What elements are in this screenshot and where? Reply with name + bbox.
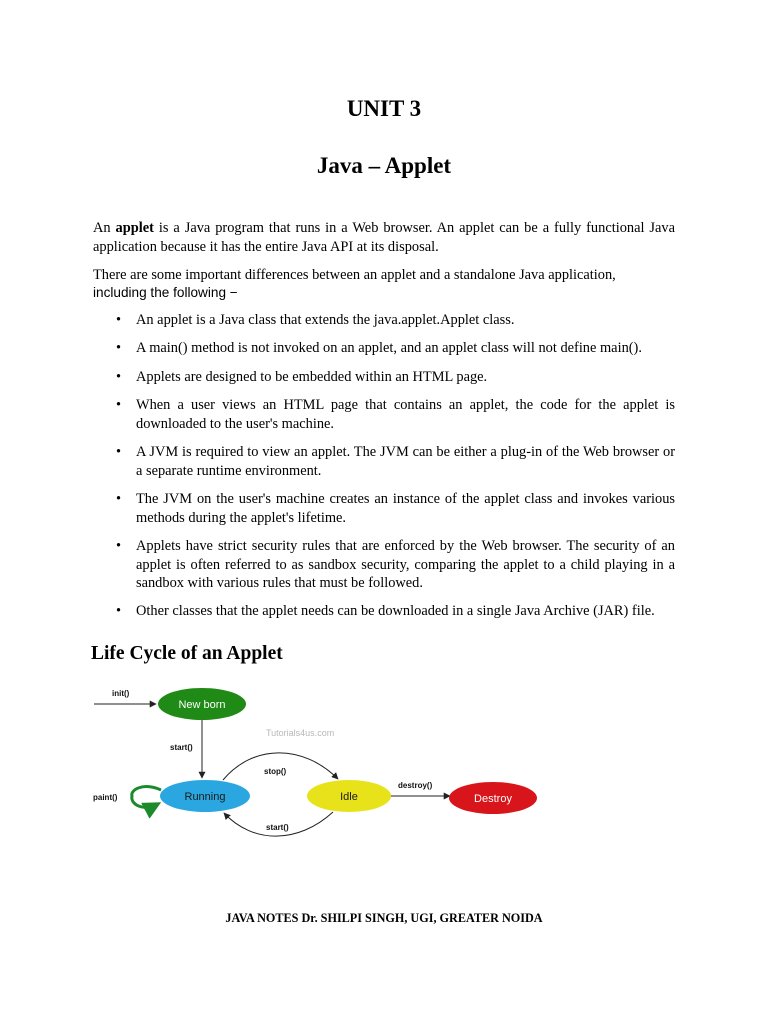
list-item: [93, 443, 675, 481]
list-item-text: A JVM is required to view an applet. The JVM can be either a plug-in of the Web browser or a separate runtime environment.: [136, 443, 675, 479]
body-content: [93, 219, 675, 631]
list-item: [93, 602, 675, 621]
bullet-marker: •: [116, 443, 122, 460]
list-item-text: A main() method is not invoked on an applet, and an applet class will not define main().: [136, 340, 642, 357]
list-item: [93, 339, 675, 358]
start-label-2: start(): [266, 823, 289, 832]
intro-paragraph: [93, 219, 675, 257]
idle-label: Idle: [340, 791, 358, 803]
list-item-text: Applets have strict security rules that are enforced by the Web browser. The security of an applet is often referred to as sandbox security, comparing the applet to a child playing in a sandbox with various rules that must be followed.: [136, 537, 675, 592]
intro-rest: is a Java program that runs in a Web browser. An applet can be a fully functional Java application because it has the entire Java API at its disposal.: [93, 220, 675, 255]
destroy-state-label: Destroy: [474, 793, 512, 805]
lifecycle-heading: Life Cycle of an Applet: [91, 643, 283, 664]
list-item-text: Other classes that the applet needs can be downloaded in a single Java Archive (JAR) file.: [136, 603, 655, 620]
running-label: Running: [184, 791, 226, 803]
list-item-text: An applet is a Java class that extends the java.applet.Applet class.: [136, 312, 515, 329]
paint-loop-arrow: [132, 787, 161, 808]
unit-heading: UNIT 3: [346, 96, 422, 121]
list-item: [93, 537, 675, 593]
list-item: [93, 396, 675, 434]
init-label: init(): [112, 689, 130, 698]
intro-prefix: An: [93, 220, 116, 236]
list-item: [93, 368, 675, 387]
bullet-marker: •: [116, 396, 122, 413]
bullet-marker: •: [116, 490, 122, 507]
watermark-text: Tutorials4us.com: [266, 728, 335, 738]
list-item-text: Applets are designed to be embedded within an HTML page.: [136, 368, 488, 385]
start-label-1: start(): [170, 743, 193, 752]
list-item: [93, 311, 675, 330]
newborn-label: New born: [178, 699, 226, 711]
page-footer: JAVA NOTES Dr. SHILPI SINGH, UGI, GREATER NOIDA: [225, 911, 543, 925]
differences-list: [93, 311, 675, 621]
list-item-text: The JVM on the user's machine creates an instance of the applet class and invokes various methods during the applet's lifetime.: [136, 490, 675, 526]
stop-label: stop(): [264, 767, 287, 776]
bullet-marker: •: [116, 312, 122, 329]
destroy-transition-label: destroy(): [398, 781, 433, 790]
page-title: Java – Applet: [316, 153, 452, 178]
paint-label: paint(): [93, 793, 118, 802]
bullet-marker: •: [116, 603, 122, 620]
differences-text: There are some important differences between an applet and a standalone Java application,: [93, 266, 616, 283]
bullet-marker: •: [116, 340, 122, 357]
list-item: [93, 490, 675, 528]
intro-bold-term: applet: [115, 220, 154, 236]
differences-continuation: including the following −: [93, 285, 238, 301]
bullet-marker: •: [116, 368, 122, 385]
list-item-text: When a user views an HTML page that contains an applet, the code for the applet is downloaded to the user's machine.: [136, 396, 675, 432]
lifecycle-diagram: [88, 682, 548, 842]
bullet-marker: •: [116, 537, 122, 554]
differences-paragraph: [93, 266, 675, 304]
